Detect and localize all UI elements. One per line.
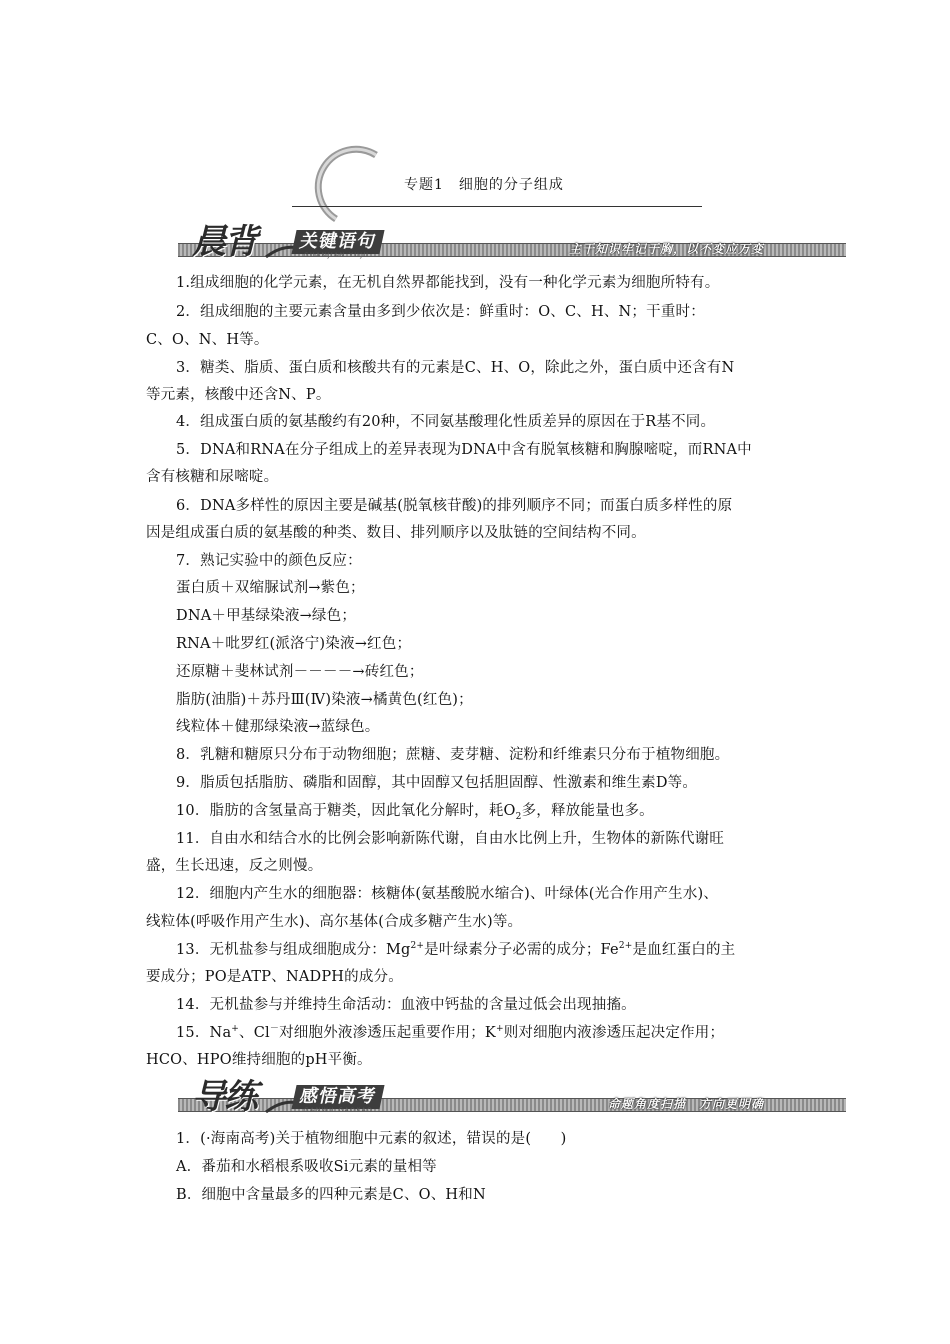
key-sentence-12: 12．细胞内产生水的细胞器：核糖体(氨基酸脱水缩合)、叶绿体(光合作用产生水)、 xyxy=(176,886,719,902)
key-sentence-6: 6．DNA多样性的原因主要是碱基(脱氧核苷酸)的排列顺序不同；而蛋白质多样性的原 xyxy=(176,498,733,514)
color-reaction-protein: 蛋白质＋双缩脲试剂→紫色； xyxy=(176,580,365,596)
key-sentence-14: 14．无机盐参与并维持生命活动：血液中钙盐的含量过低会出现抽搐。 xyxy=(176,997,636,1013)
key-sentence-7: 7．熟记实验中的颜色反应： xyxy=(176,553,362,569)
option-a: A．番茄和水稻根系吸收Si元素的量相等 xyxy=(176,1159,437,1175)
key-sentence-2-cont: C、O、N、H等。 xyxy=(146,332,269,348)
banner-subtitle-wrap xyxy=(294,1085,382,1114)
color-reaction-rna: RNA＋吡罗红(派洛宁)染液→红色； xyxy=(176,636,412,652)
key-sentence-10: 10．脂肪的含氢量高于糖类，因此氧化分解时，耗$O_2$多，释放能量也多。 xyxy=(176,803,654,822)
key-sentence-4: 4．组成蛋白质的氨基酸约有20种，不同氨基酸理化性质差异的原因在于R基不同。 xyxy=(176,414,716,430)
key-sentence-12-cont: 线粒体(呼吸作用产生水)、高尔基体(合成多糖产生水)等。 xyxy=(146,914,523,930)
banner-pinyin: GUANJIAN YUJU xyxy=(304,252,370,259)
topic-arc-decoration xyxy=(296,143,406,223)
color-reaction-fat: 脂肪(油脂)＋苏丹Ⅲ(Ⅳ)染液→橘黄色(红色)； xyxy=(176,692,473,708)
key-sentence-5-cont: 含有核糖和尿嘧啶。 xyxy=(146,469,279,485)
key-sentence-13: 13．无机盐参与组成细胞成分：$Mg^{2+}$是叶绿素分子必需的成分；$Fe^{2+}$是血红蛋白的主 xyxy=(176,941,736,958)
question-1: 1．(·海南高考)关于植物细胞中元素的叙述，错误的是( ) xyxy=(176,1131,567,1147)
key-sentence-3: 3．糖类、脂质、蛋白质和核酸共有的元素是C、H、O，除此之外，蛋白质中还含有N xyxy=(176,360,735,376)
key-sentence-13-cont: 要成分；PO是ATP、NADPH的成分。 xyxy=(146,969,403,985)
key-sentence-15: 15．Na+、Cl－对细胞外液渗透压起重要作用；K+则对细胞内液渗透压起决定作用； xyxy=(176,1024,725,1041)
key-sentence-8: 8．乳糖和糖原只分布于动物细胞；蔗糖、麦芽糖、淀粉和纤维素只分布于植物细胞。 xyxy=(176,747,730,763)
key-sentence-15-cont: HCO、HPO维持细胞的pH平衡。 xyxy=(146,1052,372,1068)
banner-slogan: 主干知识牢记于胸，以不变应万变 xyxy=(568,242,764,256)
key-sentence-3-cont: 等元素，核酸中还含N、P。 xyxy=(146,387,331,403)
color-reaction-reducing-sugar: 还原糖＋斐林试剂－－－－→砖红色； xyxy=(176,664,424,680)
key-sentence-1: 1.组成细胞的化学元素，在无机自然界都能找到，没有一种化学元素为细胞所特有。 xyxy=(176,275,720,291)
section-banner-exercise xyxy=(178,1077,846,1119)
section-banner-key-sentences xyxy=(178,222,846,264)
option-b: B．细胞中含量最多的四种元素是C、O、H和N xyxy=(176,1187,486,1203)
key-sentence-11-cont: 盛，生长迅速，反之则慢。 xyxy=(146,858,323,874)
banner-subtitle: 关键语句 xyxy=(291,230,384,254)
topic-title: 专题1 细胞的分子组成 xyxy=(404,177,564,193)
topic-divider xyxy=(292,206,702,207)
key-sentence-5: 5．DNA和RNA在分子组成上的差异表现为DNA中含有脱氧核糖和胸腺嘧啶，而RNA中 xyxy=(176,442,752,458)
color-reaction-dna: DNA＋甲基绿染液→绿色； xyxy=(176,608,357,624)
key-sentence-9: 9．脂质包括脂肪、磷脂和固醇，其中固醇又包括胆固醇、性激素和维生素D等。 xyxy=(176,775,698,791)
banner-slogan: 命题角度扫描 方向更明确 xyxy=(607,1097,764,1111)
key-sentence-6-cont: 因是组成蛋白质的氨基酸的种类、数目、排列顺序以及肽链的空间结构不同。 xyxy=(146,525,646,541)
banner-subtitle: 感悟高考 xyxy=(291,1085,384,1109)
banner-big-title: 晨背 xyxy=(192,222,256,262)
banner-pinyin: GANWU GAOKAO xyxy=(304,1107,374,1114)
banner-big-title: 导练 xyxy=(192,1077,256,1117)
banner-subtitle-wrap xyxy=(294,230,382,259)
key-sentence-11: 11．自由水和结合水的比例会影响新陈代谢，自由水比例上升，生物体的新陈代谢旺 xyxy=(176,831,725,847)
color-reaction-mitochondria: 线粒体＋健那绿染液→蓝绿色。 xyxy=(176,719,380,735)
key-sentence-2: 2．组成细胞的主要元素含量由多到少依次是：鲜重时：O、C、H、N；干重时： xyxy=(176,304,705,320)
